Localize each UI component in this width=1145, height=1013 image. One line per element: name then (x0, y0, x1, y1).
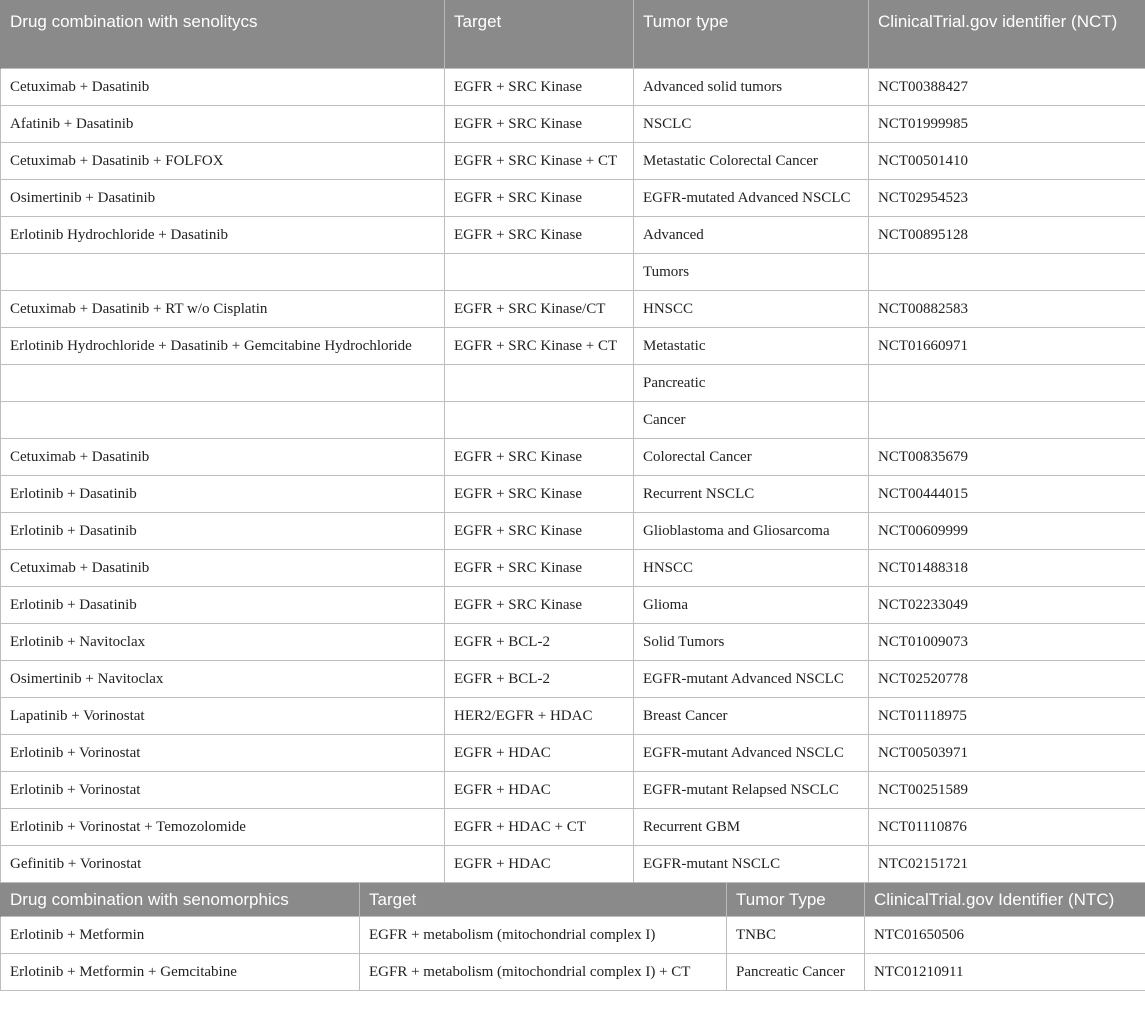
cell-trial-identifier: NCT02954523 (869, 180, 1145, 217)
cell-trial-identifier: NCT00609999 (869, 513, 1145, 550)
cell-trial-identifier: NCT00388427 (869, 69, 1145, 106)
table-row (1, 143, 1145, 180)
cell-target (445, 365, 634, 402)
table-row (1, 328, 1145, 365)
cell-trial-identifier: NCT00895128 (869, 217, 1145, 254)
cell-drug-combination: Afatinib + Dasatinib (1, 106, 445, 143)
table-row (1, 698, 1145, 735)
cell-tumor-type: Breast Cancer (634, 698, 869, 735)
table-row (1, 439, 1145, 476)
cell-trial-identifier: NCT02233049 (869, 587, 1145, 624)
cell-tumor-type: EGFR-mutant Advanced NSCLC (634, 661, 869, 698)
cell-target: EGFR + SRC Kinase (445, 587, 634, 624)
cell-tumor-type: EGFR-mutant NSCLC (634, 846, 869, 883)
cell-tumor-type: Advanced (634, 217, 869, 254)
cell-target: EGFR + SRC Kinase (445, 217, 634, 254)
cell-target: EGFR + SRC Kinase (445, 513, 634, 550)
cell-drug-combination: Osimertinib + Dasatinib (1, 180, 445, 217)
table-row (1, 550, 1145, 587)
cell-drug-combination: Cetuximab + Dasatinib (1, 439, 445, 476)
cell-tumor-type: Metastatic Colorectal Cancer (634, 143, 869, 180)
cell-tumor-type: EGFR-mutated Advanced NSCLC (634, 180, 869, 217)
cell-target: EGFR + SRC Kinase (445, 550, 634, 587)
table-row (1, 476, 1145, 513)
column-header-tumor-type: Tumor type (634, 0, 869, 69)
cell-tumor-type: Recurrent GBM (634, 809, 869, 846)
column-header-target: Target (360, 883, 727, 917)
cell-drug-combination: Osimertinib + Navitoclax (1, 661, 445, 698)
cell-target: EGFR + SRC Kinase + CT (445, 328, 634, 365)
cell-drug-combination: Erlotinib + Dasatinib (1, 513, 445, 550)
column-header-drug-combination: Drug combination with senolitycs (1, 0, 445, 69)
cell-drug-combination: Erlotinib + Vorinostat (1, 735, 445, 772)
header-row (1, 883, 1145, 917)
cell-tumor-type: Colorectal Cancer (634, 439, 869, 476)
table-row (1, 365, 1145, 402)
table-row (1, 513, 1145, 550)
cell-trial-identifier (869, 254, 1145, 291)
cell-tumor-type: EGFR-mutant Advanced NSCLC (634, 735, 869, 772)
cell-target: EGFR + metabolism (mitochondrial complex I) (360, 917, 727, 954)
cell-trial-identifier: NTC01210911 (865, 954, 1145, 991)
cell-trial-identifier: NCT01118975 (869, 698, 1145, 735)
cell-tumor-type: Tumors (634, 254, 869, 291)
cell-trial-identifier: NCT02520778 (869, 661, 1145, 698)
cell-target: EGFR + BCL-2 (445, 661, 634, 698)
cell-target: EGFR + HDAC (445, 846, 634, 883)
column-header-tumor-type: Tumor Type (727, 883, 865, 917)
cell-target: HER2/EGFR + HDAC (445, 698, 634, 735)
cell-trial-identifier: NTC01650506 (865, 917, 1145, 954)
cell-trial-identifier: NCT01009073 (869, 624, 1145, 661)
cell-tumor-type: Glioblastoma and Gliosarcoma (634, 513, 869, 550)
cell-drug-combination: Erlotinib + Metformin (1, 917, 360, 954)
senomorphics-table (0, 883, 1145, 991)
table-row (1, 954, 1145, 991)
table-row (1, 587, 1145, 624)
cell-drug-combination: Erlotinib + Navitoclax (1, 624, 445, 661)
cell-drug-combination (1, 402, 445, 439)
table-row (1, 291, 1145, 328)
cell-tumor-type: Solid Tumors (634, 624, 869, 661)
cell-tumor-type: Pancreatic Cancer (727, 954, 865, 991)
cell-tumor-type: Glioma (634, 587, 869, 624)
cell-target: EGFR + metabolism (mitochondrial complex I) + CT (360, 954, 727, 991)
cell-drug-combination (1, 254, 445, 291)
cell-tumor-type: EGFR-mutant Relapsed NSCLC (634, 772, 869, 809)
cell-drug-combination: Erlotinib + Dasatinib (1, 587, 445, 624)
cell-trial-identifier (869, 365, 1145, 402)
cell-target: EGFR + SRC Kinase (445, 69, 634, 106)
table-row (1, 217, 1145, 254)
cell-drug-combination: Gefinitib + Vorinostat (1, 846, 445, 883)
table-row (1, 254, 1145, 291)
cell-drug-combination (1, 365, 445, 402)
cell-drug-combination: Cetuximab + Dasatinib (1, 69, 445, 106)
cell-trial-identifier: NCT00882583 (869, 291, 1145, 328)
table-row (1, 180, 1145, 217)
cell-target: EGFR + SRC Kinase (445, 180, 634, 217)
cell-target: EGFR + HDAC (445, 772, 634, 809)
cell-drug-combination: Cetuximab + Dasatinib + RT w/o Cisplatin (1, 291, 445, 328)
cell-drug-combination: Cetuximab + Dasatinib + FOLFOX (1, 143, 445, 180)
cell-trial-identifier: NCT00501410 (869, 143, 1145, 180)
cell-drug-combination: Cetuximab + Dasatinib (1, 550, 445, 587)
cell-drug-combination: Erlotinib Hydrochloride + Dasatinib + Gemcitabine Hydrochloride (1, 328, 445, 365)
cell-target: EGFR + SRC Kinase (445, 476, 634, 513)
cell-drug-combination: Erlotinib Hydrochloride + Dasatinib (1, 217, 445, 254)
cell-tumor-type: Metastatic (634, 328, 869, 365)
cell-trial-identifier: NCT00444015 (869, 476, 1145, 513)
column-header-drug-combination: Drug combination with senomorphics (1, 883, 360, 917)
cell-tumor-type: Advanced solid tumors (634, 69, 869, 106)
cell-target: EGFR + HDAC (445, 735, 634, 772)
cell-target: EGFR + SRC Kinase/CT (445, 291, 634, 328)
cell-trial-identifier: NCT01110876 (869, 809, 1145, 846)
table-row (1, 735, 1145, 772)
cell-trial-identifier: NCT00251589 (869, 772, 1145, 809)
cell-drug-combination: Erlotinib + Metformin + Gemcitabine (1, 954, 360, 991)
table-row (1, 402, 1145, 439)
cell-target (445, 254, 634, 291)
table-row (1, 106, 1145, 143)
column-header-nct-identifier: ClinicalTrial.gov Identifier (NTC) (865, 883, 1145, 917)
cell-target: EGFR + SRC Kinase (445, 106, 634, 143)
table-row (1, 846, 1145, 883)
table-row (1, 69, 1145, 106)
header-row (1, 0, 1145, 69)
cell-target (445, 402, 634, 439)
cell-trial-identifier: NCT00503971 (869, 735, 1145, 772)
cell-trial-identifier (869, 402, 1145, 439)
cell-tumor-type: HNSCC (634, 550, 869, 587)
cell-target: EGFR + SRC Kinase + CT (445, 143, 634, 180)
cell-tumor-type: NSCLC (634, 106, 869, 143)
column-header-nct-identifier: ClinicalTrial.gov identifier (NCT) (869, 0, 1145, 69)
cell-trial-identifier: NCT01999985 (869, 106, 1145, 143)
table-row (1, 624, 1145, 661)
table-row (1, 772, 1145, 809)
table-row (1, 809, 1145, 846)
cell-target: EGFR + BCL-2 (445, 624, 634, 661)
cell-tumor-type: TNBC (727, 917, 865, 954)
cell-tumor-type: Cancer (634, 402, 869, 439)
cell-trial-identifier: NTC02151721 (869, 846, 1145, 883)
cell-trial-identifier: NCT01660971 (869, 328, 1145, 365)
cell-trial-identifier: NCT00835679 (869, 439, 1145, 476)
cell-target: EGFR + HDAC + CT (445, 809, 634, 846)
cell-drug-combination: Erlotinib + Vorinostat (1, 772, 445, 809)
table-row (1, 661, 1145, 698)
cell-tumor-type: Recurrent NSCLC (634, 476, 869, 513)
cell-target: EGFR + SRC Kinase (445, 439, 634, 476)
cell-drug-combination: Erlotinib + Vorinostat + Temozolomide (1, 809, 445, 846)
cell-trial-identifier: NCT01488318 (869, 550, 1145, 587)
column-header-target: Target (445, 0, 634, 69)
cell-tumor-type: HNSCC (634, 291, 869, 328)
cell-tumor-type: Pancreatic (634, 365, 869, 402)
cell-drug-combination: Erlotinib + Dasatinib (1, 476, 445, 513)
cell-drug-combination: Lapatinib + Vorinostat (1, 698, 445, 735)
table-row (1, 917, 1145, 954)
